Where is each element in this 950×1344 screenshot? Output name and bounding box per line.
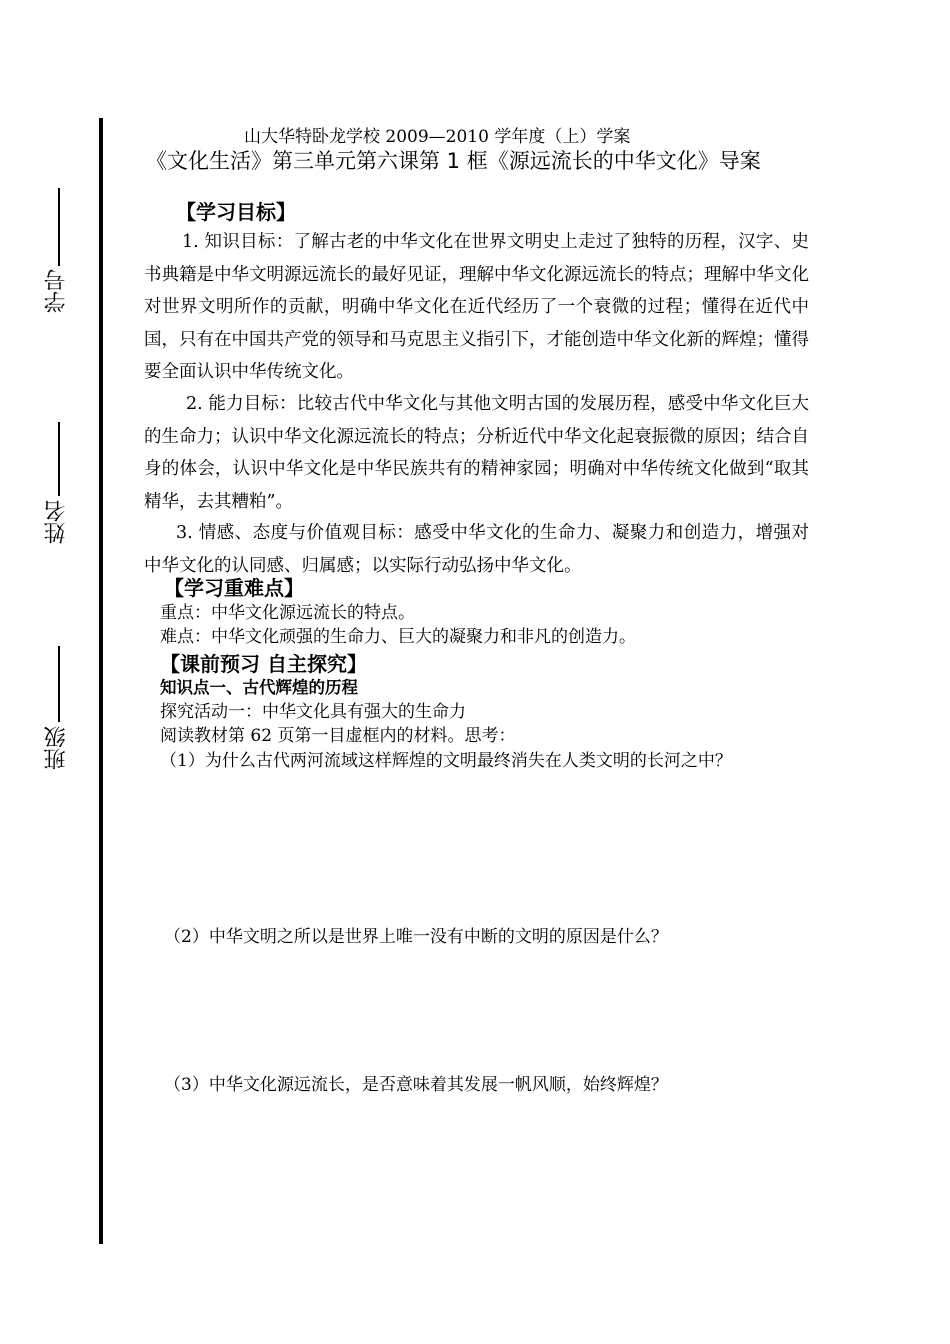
objective-emotion [144,517,809,582]
question-2: （2）中华文明之所以是世界上唯一没有中断的文明的原因是什么？ [164,927,668,947]
objective-knowledge-text: 1. 知识目标：了解古老的中华文化在世界文明史上走过了独特的历程，汉字、史书典籍是中华文明源远流长的最好见证，理解中华文化源远流长的特点；理解中华文化对世界文明所作的贡献，明确中华文化在近代经历了一个衰微的过程；懂得在近代中国，只有在中国共产党的领导和马克思主义指引下，才能创造中华文化新的辉煌；懂得要全面认识中华传统文化。 [144,232,809,382]
focus-point: 重点：中华文化源远流长的特点。 [160,603,415,623]
school-year-header: 山大华特卧龙学校 2009—2010 学年度（上）学案 [244,127,631,147]
reading-instruction: 阅读教材第 62 页第一目虚框内的材料。思考： [160,726,516,746]
class-label: 班级 [44,726,69,770]
name-label: 姓名 [44,500,69,544]
preview-heading: 【课前预习 自主探究】 [160,652,367,676]
question-3: （3）中华文化源远流长，是否意味着其发展一帆风顺，始终辉煌？ [164,1075,668,1095]
difficulty-point: 难点：中华文化顽强的生命力、巨大的凝聚力和非凡的创造力。 [160,627,636,647]
binding-margin-rule [99,118,103,1244]
student-number-blank-line [58,188,60,266]
student-number-label: 学号 [44,269,69,313]
name-blank-line [58,422,60,496]
knowledge-point-title: 知识点一、古代辉煌的历程 [160,678,358,697]
question-1: （1）为什么古代两河流域这样辉煌的文明最终消失在人类文明的长河之中？ [160,751,732,771]
objectives-heading: 【学习目标】 [176,200,296,224]
objective-emotion-text: 3. 情感、态度与价值观目标：感受中华文化的生命力、凝聚力和创造力，增强对中华文化的认同感、归属感；以实际行动弘扬中华文化。 [144,523,809,576]
class-blank-line [58,646,60,722]
document-title: 《文化生活》第三单元第六课第 1 框《源远流长的中华文化》导案 [146,149,761,173]
objective-ability [144,388,809,518]
key-points-heading: 【学习重难点】 [164,576,304,600]
objective-knowledge [144,226,809,389]
exploration-activity: 探究活动一：中华文化具有强大的生命力 [160,702,466,722]
objective-ability-text: 2. 能力目标：比较古代中华文化与其他文明古国的发展历程，感受中华文化巨大的生命力；认识中华文化源远流长的特点；分析近代中华文化起衰振微的原因；结合自身的体会，认识中华文化是中华民族共有的精神家园；明确对中华传统文化做到“取其精华，去其糟粕”。 [144,394,809,512]
